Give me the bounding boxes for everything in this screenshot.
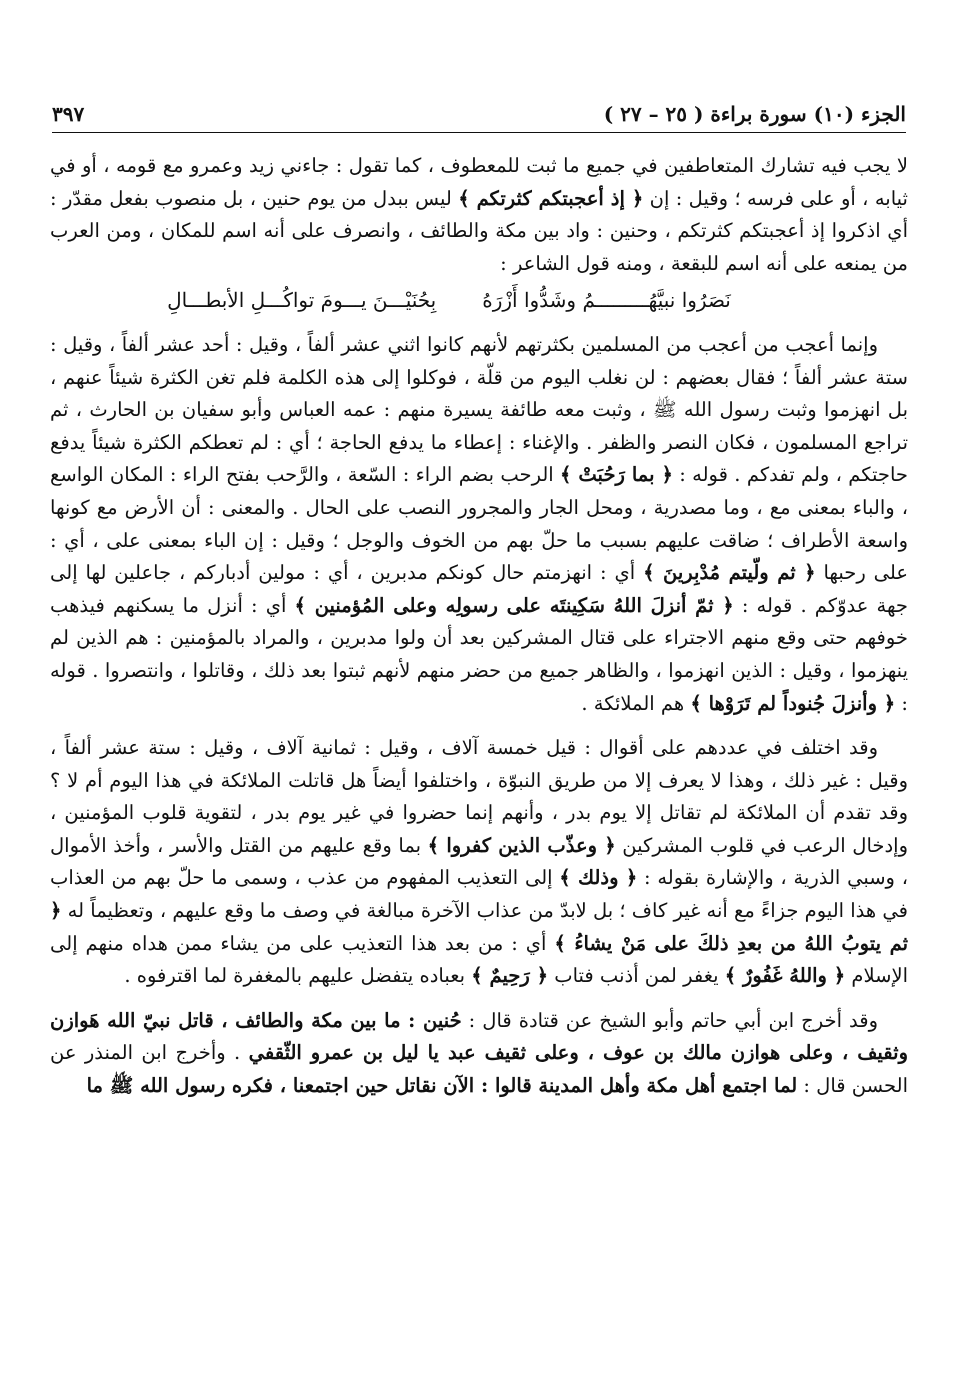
text-run: بعباده يتفضل عليهم بالمغفرة لما اقترفوه .: [124, 964, 472, 988]
verse-hemistich-second: بِحُنَيْـــنَ يـــومَ تواكُـــلِ الأبطـــالِ: [167, 288, 437, 313]
hadith-quote: حُنين : ما بين مكة والطائف ، قاتل نبيّ الله هَوازن وثقيف ، وعلى هوازن مالك بن عوف ، وعلى ثقيف عبد يا ليل بن عمرو الثّقفي: [50, 1008, 908, 1065]
verse-hemistich-first: نَصَرُوا نبيَّهُـــــــــمُ وشَدُّوا أَزْرَهُ: [482, 288, 731, 313]
text-run: الرحب بضم الراء : السّعة ، والرَّحب بفتح الراء : المكان الواسع ، والباء بمعنى مع ، وما مصدرية ، ومحل الجار والمجرور النصب على الحال . والمعنى : أن الأرض مع كونها واسعة الأطراف ؛ ضاقت عليهم بسبب ما حلّ بهم من الخوف والوجل ؛ وقيل : إن الباء بمعنى على ، أي : على رحبها: [50, 463, 909, 585]
text-run: وقد أخرج ابن أبي حاتم وأبو الشيخ عن قتادة قال :: [461, 1008, 878, 1032]
text-run: إلى التعذيب المفهوم من عذب ، وسمى ما حلّ بهم من العذاب في هذا اليوم جزاءً مع أنه غير كاف ؛ بل لابدّ من عذاب الآخرة مبالغة في وصف ما وقع عليهم ، وتعظيماً له: [50, 866, 908, 923]
text-run: هم الملائكة .: [581, 691, 691, 715]
hadith-quote: لما اجتمع أهل مكة وأهل المدينة قالوا : الآن نقاتل حين اجتمعنا ، فكره رسول الله ﷺ ما: [86, 1074, 798, 1098]
running-title: الجزء (١٠) سورة براءة ( ٢٥ – ٢٧ ): [603, 102, 906, 126]
text-run: بما وقع عليهم من القتل والأسر ، وأخذ الأموال ، وسبي الذرية ، والإشارة بقوله :: [50, 833, 908, 890]
text-run: . وأخرج ابن المنذر عن الحسن قال :: [50, 1041, 908, 1098]
paragraph-3: [50, 732, 908, 993]
quran-quote: ﴿ ثم ولّيتم مُدْبِرينَ ﴾: [643, 561, 816, 585]
text-run: وقد اختلف في عددهم على أقوال : قيل خمسة آلاف ، وقيل : ثمانية آلاف ، وقيل : ستة عشر ألفاً ، وقيل : غير ذلك ، وهذا لا يعرف إلا من طريق النبوّة ، واختلفوا أيضاً هل قاتلت الملائكة في هذا اليوم أم لا ؟ وقد تقدم أن الملائكة لم تقاتل إلا يوم بدر ، وأنهم إنما حضروا في غير يوم بدر ، لتقوية قلوب المؤمنين ، وإدخال الرعب في قلوب المشركين: [50, 736, 908, 857]
page-header: [52, 96, 906, 133]
paragraph-4: [50, 1005, 908, 1103]
text-run: يغفر لمن أذنب فتاب: [548, 964, 725, 988]
paragraph-1: [50, 150, 908, 280]
quran-quote: ﴿ وذلك ﴾: [559, 866, 638, 890]
text-run: لا يجب فيه تشارك المتعاطفين في جميع ما ثبت للمعطوف ، كما تقول : جاءني زيد وعمرو مع قومه ، أو في ثيابه ، أو على فرسه ؛ وقيل : إن: [50, 154, 908, 210]
poetry-verse: [50, 284, 908, 317]
quran-quote: ﴿ رَحِيمٌ ﴾: [471, 964, 549, 988]
page-number: ٣٩٧: [52, 102, 85, 126]
quran-quote: ﴿ بما رَحُبَتْ ﴾: [560, 463, 673, 487]
quran-quote: ﴿ وعذّب الذين كفروا ﴾: [427, 833, 616, 857]
text-run: وإنما أعجب من أعجب من المسلمين بكثرتهم لأنهم كانوا اثني عشر ألفاً ، وقيل : أحد عشر ألفاً ، وقيل : ستة عشر ألفاً ؛ فقال بعضهم : لن نغلب اليوم من قلّة ، فوكلوا إلى هذه الكلمة فلم تغن الكثرة شيئاً عنهم ، بل انهزموا وثبت رسول الله ﷺ ، وثبت معه طائفة يسيرة منهم : عمه العباس وأبو سفيان بن الحارث ، ثم تراجع المسلمون ، فكان النصر والظفر . والإغناء : إعطاء ما يدفع الحاجة ؛ أي : لم تعطكم الكثرة شيئاً يدفع حاجتكم ، ولم تفدكم . قوله :: [50, 332, 908, 487]
page-body: [50, 150, 908, 1103]
quran-quote: ﴿ ثم يتوبُ اللهُ من بعدِ ذلكَ على مَنْ يشاءُ ﴾: [50, 899, 908, 955]
text-run: ليس ببدل من يوم حنين ، بل منصوب بفعل مقدّر : أي اذكروا إذ أعجبتكم كثرتكم ، وحنين : واد بين مكة والطائف ، وانصرف على أنه اسم للمكان ، ومن العرب من يمنعه على أنه اسم للبقعة ، ومنه قول الشاعر :: [50, 186, 908, 275]
quran-quote: ﴿ وأنزلَ جُنوداً لم تَرَوْها ﴾: [690, 691, 896, 715]
quran-quote: ﴿ ثمّ أنزلَ اللهُ سَكِينتَه على رسولِه وعلى المُؤمنين ﴾: [294, 593, 734, 617]
text-run: أي : من بعد هذا التعذيب على من يشاء ممن هداه منهم إلى الإسلام: [50, 931, 908, 988]
quran-quote: ﴿ واللهُ غَفُورٌ ﴾: [724, 964, 846, 988]
text-run: أي : انهزمتم حال كونكم مدبرين ، أي : مولين أدباركم ، جاعلين لها إلى جهة عدوّكم . قوله :: [50, 561, 908, 617]
quran-quote: ﴿ إذ أعجبتكم كثرتكم ﴾: [458, 186, 644, 210]
paragraph-2: [50, 329, 908, 720]
text-run: أي : أنزل ما يسكنهم فيذهب خوفهم حتى وقع منهم الاجتراء على قتال المشركين بعد أن ولوا مدبرين ، والمراد بالمؤمنين : هم الذين لم ينهزموا ، وقيل : الذين انهزموا ، والظاهر جميع من حضر منهم لأنهم ثبتوا بعد ذلك ، وقاتلوا ، وانتصروا . قوله :: [50, 593, 908, 715]
